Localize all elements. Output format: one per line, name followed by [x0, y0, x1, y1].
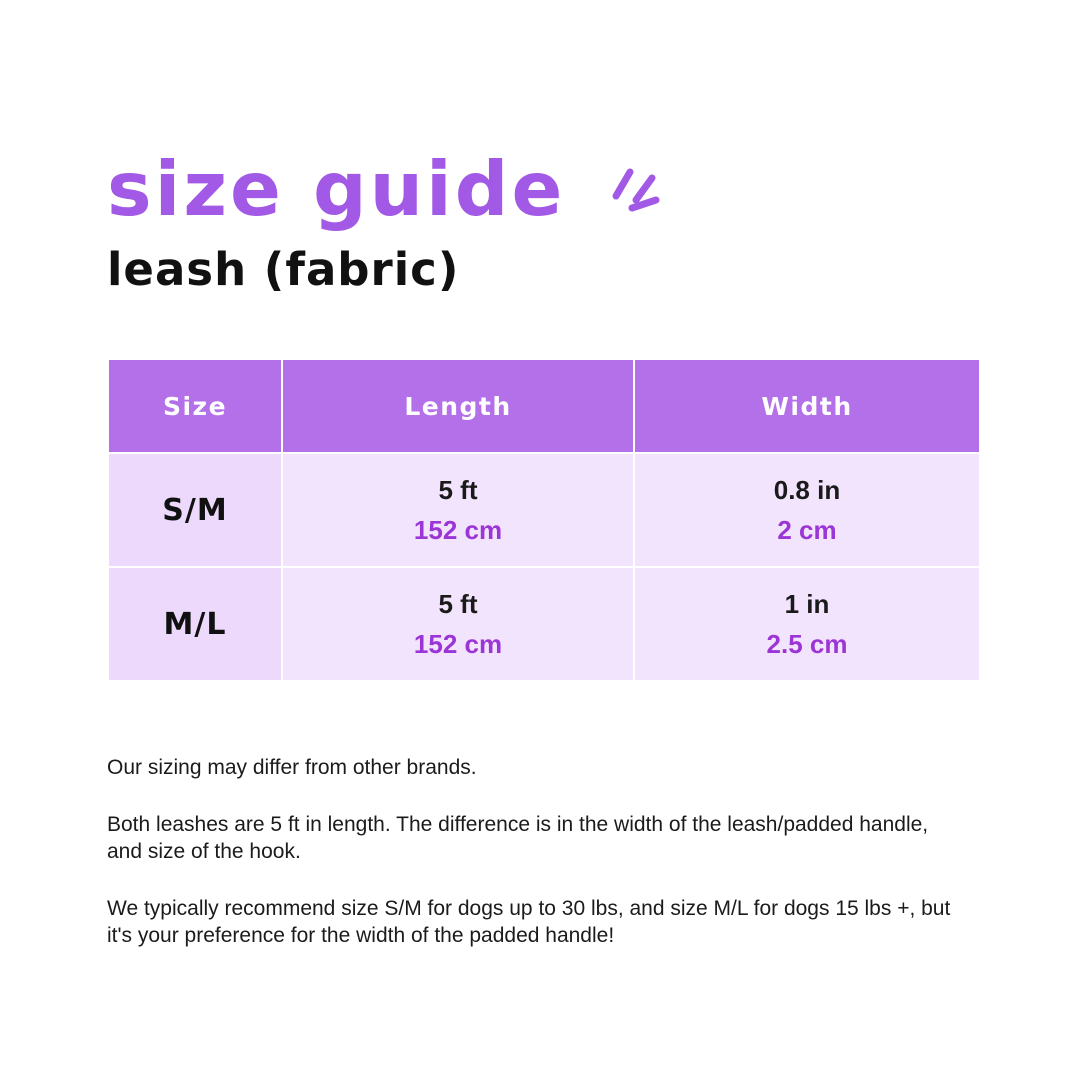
size-table [107, 358, 981, 682]
width-metric: 2.5 cm [766, 629, 848, 659]
width-metric: 2 cm [777, 515, 837, 545]
note-paragraph: We typically recommend size S/M for dogs up to 30 lbs, and size M/L for dogs 15 lbs +, but it's your preference for the width of the padded handle! [107, 897, 951, 947]
length-metric: 152 cm [413, 515, 503, 545]
header [107, 0, 973, 296]
column-header-width: Width [635, 360, 979, 452]
width-imperial: 0.8 in [773, 475, 841, 505]
length-imperial: 5 ft [438, 589, 478, 619]
note-paragraph: Both leashes are 5 ft in length. The difference is in the width of the leash/padded handle, and size of the hook. [107, 813, 929, 863]
row-size-label: M/L [109, 568, 281, 680]
sparkle-icon [602, 150, 672, 220]
page-title: size guide [107, 145, 566, 233]
page-subtitle: leash (fabric) [107, 243, 460, 296]
row-length-cell [283, 454, 633, 566]
length-metric: 152 cm [413, 629, 503, 659]
row-width-cell [635, 568, 979, 680]
length-imperial: 5 ft [438, 475, 478, 505]
table-header-row [109, 360, 979, 452]
row-size-label: S/M [109, 454, 281, 566]
table-row [109, 454, 979, 566]
row-width-cell [635, 454, 979, 566]
row-length-cell [283, 568, 633, 680]
note-paragraph: Our sizing may differ from other brands. [107, 756, 477, 779]
table-row [109, 568, 979, 680]
notes-section [107, 754, 967, 949]
column-header-size: Size [109, 360, 281, 452]
column-header-length: Length [283, 360, 633, 452]
width-imperial: 1 in [784, 589, 830, 619]
